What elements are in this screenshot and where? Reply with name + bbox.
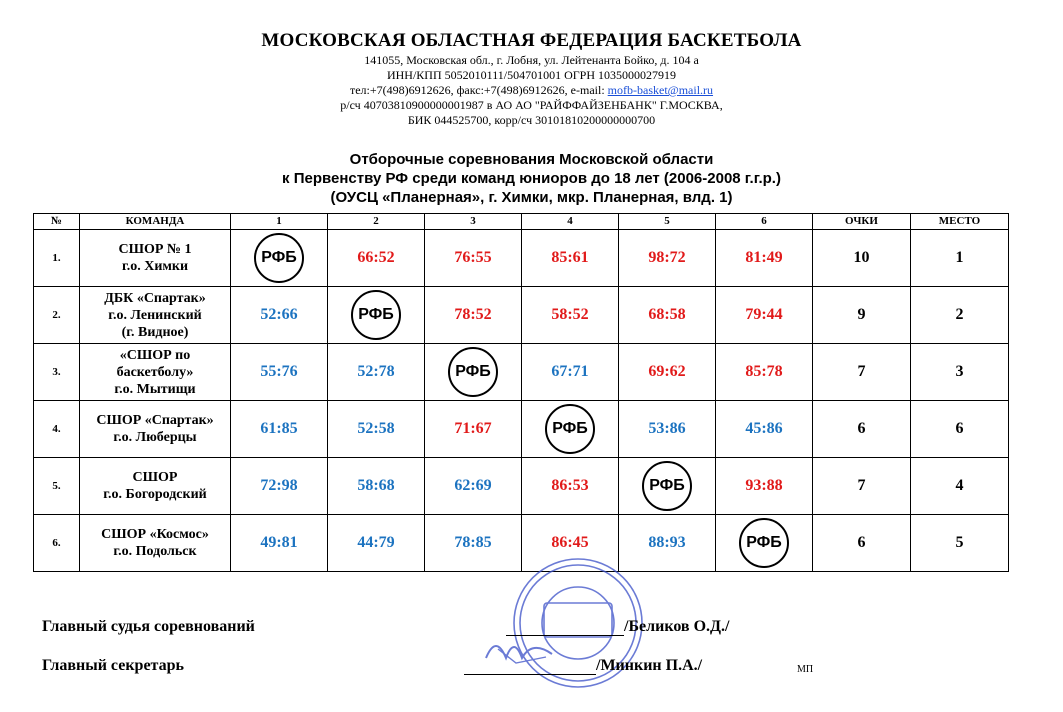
rfb-badge: РФБ <box>545 404 595 454</box>
team-name-line: СШОР «Космос» <box>101 527 209 542</box>
row-number: 5. <box>34 458 80 515</box>
team-name-line: СШОР «Спартак» <box>96 413 214 428</box>
score-cell: 52:58 <box>328 401 425 458</box>
col-header: 6 <box>716 214 813 230</box>
place-cell: 3 <box>911 344 1009 401</box>
points-cell: 9 <box>813 287 911 344</box>
score-cell: 71:67 <box>425 401 522 458</box>
row-number: 3. <box>34 344 80 401</box>
org-address: 141055, Московская обл., г. Лобня, ул. Лейтенанта Бойко, д. 104 а <box>364 53 699 67</box>
rfb-badge: РФБ <box>739 518 789 568</box>
score-cell: 88:93 <box>619 515 716 572</box>
score-cell: 85:61 <box>522 230 619 287</box>
place-cell: 6 <box>911 401 1009 458</box>
judge-signature-line <box>506 635 624 636</box>
score-cell: 69:62 <box>619 344 716 401</box>
team-name-line: г.о. Люберцы <box>113 430 197 445</box>
points-cell: 10 <box>813 230 911 287</box>
team-name <box>80 515 231 572</box>
team-name-line: «СШОР по <box>119 347 191 363</box>
table-row <box>34 458 1009 515</box>
col-header: ОЧКИ <box>813 214 911 230</box>
place-cell: 4 <box>911 458 1009 515</box>
score-cell: 58:68 <box>328 458 425 515</box>
team-name-line: г.о. Мытищи <box>114 381 196 397</box>
team-name <box>80 230 231 287</box>
score-cell: 86:45 <box>522 515 619 572</box>
col-header: 3 <box>425 214 522 230</box>
score-cell: 81:49 <box>716 230 813 287</box>
score-cell: 62:69 <box>425 458 522 515</box>
rfb-cell <box>231 230 328 287</box>
rfb-cell <box>619 458 716 515</box>
row-number: 1. <box>34 230 80 287</box>
rfb-badge: РФБ <box>254 233 304 283</box>
team-name-line: баскетболу» <box>116 364 194 380</box>
score-cell: 61:85 <box>231 401 328 458</box>
judge-label: Главный судья соревнований <box>42 618 255 635</box>
team-name <box>80 287 231 344</box>
rfb-cell <box>716 515 813 572</box>
score-cell: 68:58 <box>619 287 716 344</box>
org-contacts <box>0 83 1063 98</box>
row-number: 6. <box>34 515 80 572</box>
secretary-label: Главный секретарь <box>42 657 184 674</box>
doc-title-line1: Отборочные соревнования Московской области <box>349 151 714 168</box>
org-bik: БИК 044525700, корр/сч 30101810200000000700 <box>407 113 656 127</box>
score-cell: 49:81 <box>231 515 328 572</box>
score-cell: 67:71 <box>522 344 619 401</box>
score-cell: 72:98 <box>231 458 328 515</box>
score-cell: 79:44 <box>716 287 813 344</box>
score-cell: 93:88 <box>716 458 813 515</box>
team-name <box>80 458 231 515</box>
org-inn: ИНН/КПП 5052010111/504701001 ОГРН 1035000027919 <box>386 68 677 82</box>
results-table <box>33 213 1009 572</box>
table-header-row <box>34 214 1009 230</box>
col-header: КОМАНДА <box>80 214 231 230</box>
table-row <box>34 287 1009 344</box>
team-name-line: ДБК «Спартак» <box>104 290 206 306</box>
rfb-badge: РФБ <box>642 461 692 511</box>
score-cell: 76:55 <box>425 230 522 287</box>
team-name-line: г.о. Подольск <box>113 544 197 559</box>
place-cell: 5 <box>911 515 1009 572</box>
score-cell: 86:53 <box>522 458 619 515</box>
team-name <box>80 344 231 401</box>
table-row <box>34 344 1009 401</box>
score-cell: 52:66 <box>231 287 328 344</box>
rfb-badge: РФБ <box>351 290 401 340</box>
team-name-line: (г. Видное) <box>121 324 189 340</box>
secretary-signature-line <box>464 674 596 675</box>
score-cell: 78:85 <box>425 515 522 572</box>
col-header: 5 <box>619 214 716 230</box>
table-body <box>34 230 1009 572</box>
team-name-line: г.о. Богородский <box>103 487 207 502</box>
score-cell: 45:86 <box>716 401 813 458</box>
points-cell: 6 <box>813 515 911 572</box>
team-name-line: СШОР № 1 <box>118 242 192 257</box>
doc-title-line2: к Первенству РФ среди команд юниоров до 18 лет (2006-2008 г.г.р.) <box>282 170 781 187</box>
points-cell: 7 <box>813 458 911 515</box>
table-row <box>34 401 1009 458</box>
email-link[interactable]: mofb-basket@mail.ru <box>607 83 714 97</box>
org-name: МОСКОВСКАЯ ОБЛАСТНАЯ ФЕДЕРАЦИЯ БАСКЕТБОЛА <box>261 30 802 51</box>
judge-name: /Беликов О.Д./ <box>624 618 730 635</box>
team-name-line: СШОР <box>132 470 178 485</box>
col-header: МЕСТО <box>911 214 1009 230</box>
doc-title-line3: (ОУСЦ «Планерная», г. Химки, мкр. Планерная, влд. 1) <box>330 189 733 206</box>
score-cell: 52:78 <box>328 344 425 401</box>
points-cell: 6 <box>813 401 911 458</box>
col-header: 4 <box>522 214 619 230</box>
col-header: № <box>34 214 80 230</box>
team-name-line: г.о. Химки <box>121 259 189 274</box>
score-cell: 66:52 <box>328 230 425 287</box>
score-cell: 53:86 <box>619 401 716 458</box>
row-number: 2. <box>34 287 80 344</box>
mp-mark: МП <box>797 664 814 675</box>
team-name-line: г.о. Ленинский <box>108 307 202 323</box>
points-cell: 7 <box>813 344 911 401</box>
place-cell: 1 <box>911 230 1009 287</box>
col-header: 2 <box>328 214 425 230</box>
col-header: 1 <box>231 214 328 230</box>
score-cell: 55:76 <box>231 344 328 401</box>
score-cell: 85:78 <box>716 344 813 401</box>
org-account: р/сч 40703810900000001987 в АО АО "РАЙФФАЙЗЕНБАНК" Г.МОСКВА, <box>340 98 723 112</box>
score-cell: 44:79 <box>328 515 425 572</box>
rfb-cell <box>328 287 425 344</box>
score-cell: 58:52 <box>522 287 619 344</box>
rfb-badge: РФБ <box>448 347 498 397</box>
score-cell: 98:72 <box>619 230 716 287</box>
rfb-cell <box>522 401 619 458</box>
row-number: 4. <box>34 401 80 458</box>
score-cell: 78:52 <box>425 287 522 344</box>
table-row <box>34 230 1009 287</box>
secretary-name: /Минкин П.А./ <box>596 657 703 674</box>
place-cell: 2 <box>911 287 1009 344</box>
rfb-cell <box>425 344 522 401</box>
org-phones: тел:+7(498)6912626, факс:+7(498)6912626, e-mail: <box>349 83 608 97</box>
team-name <box>80 401 231 458</box>
